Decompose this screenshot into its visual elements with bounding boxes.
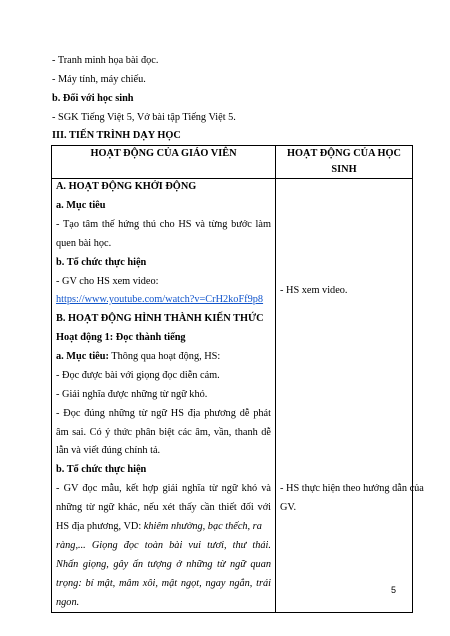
text-explain: - Giải nghĩa được những từ ngữ khó. — [56, 389, 208, 400]
text-video: - GV cho HS xem video: — [56, 276, 159, 287]
student-follow-guide-cont: GV. — [280, 502, 297, 513]
text-example-plain: HS địa phương, VD: — [56, 521, 144, 532]
text-example-italic: khiêm nhường, bạc thếch, ra — [143, 521, 262, 532]
heading-objective: a. Mục tiêu — [56, 200, 106, 211]
student-follow-guide: - HS thực hiện theo hướng dẫn của — [280, 483, 424, 494]
text-pronounce: - Đọc đúng những từ ngữ HS địa phương dễ phát — [56, 408, 271, 419]
teacher-cell — [52, 179, 276, 613]
table-row — [52, 179, 413, 613]
text-model-reading-cont: những từ ngữ khác, nếu xét thấy cần thiết đối với — [56, 502, 271, 513]
activity-table — [51, 145, 424, 613]
text-keywords-end: ngon. — [56, 597, 80, 608]
text-model-reading: - GV đọc mẫu, kết hợp giải nghĩa từ ngữ khó và — [56, 483, 271, 494]
text-tone: ràng,... Giọng đọc toàn bài vui tươi, thư thái. — [56, 540, 271, 551]
materials-item-illustration: - Tranh minh họa bài đọc. — [52, 55, 159, 66]
text-emphasis: Nhấn giọng, gây ấn tượng ở những từ ngữ quan — [56, 559, 271, 570]
text-read: - Đọc được bài với giọng đọc diễn cảm. — [56, 370, 220, 381]
text-objective: - Tạo tâm thế hứng thú cho HS và từng bước làm — [56, 219, 271, 230]
heading-activity-1: Hoạt động 1: Đọc thành tiếng — [56, 332, 186, 343]
video-link[interactable]: https://www.youtube.com/watch?v=CrH2koFf9p8 — [56, 294, 264, 305]
text-objective-2-rest: Thông qua hoạt động, HS: — [108, 351, 221, 362]
student-watch-video: - HS xem video. — [280, 285, 348, 296]
heading-organize-2: b. Tổ chức thực hiện — [56, 464, 147, 475]
text-pronounce-cont: âm sai. Có ý thức phân biệt các âm, vần, thanh dễ — [56, 427, 271, 438]
heading-knowledge: B. HOẠT ĐỘNG HÌNH THÀNH KIẾN THỨC — [56, 313, 264, 324]
section-heading-process: III. TIẾN TRÌNH DẠY HỌC — [52, 130, 181, 141]
label-objective-2: a. Mục tiêu: — [56, 351, 109, 362]
student-cell — [276, 179, 424, 613]
text-objective-cont: quen bài học. — [56, 238, 112, 249]
table-header-row — [52, 146, 413, 179]
header-teacher: HOẠT ĐỘNG CỦA GIÁO VIÊN — [52, 146, 276, 179]
heading-organize: b. Tổ chức thực hiện — [56, 257, 147, 268]
text-spelling: lẫn và viết đúng chính tả. — [56, 445, 161, 456]
students-heading: b. Đối với học sinh — [52, 93, 134, 104]
materials-item-computer: - Máy tính, máy chiếu. — [52, 74, 146, 85]
text-objective-2 — [56, 350, 271, 363]
text-keywords: trọng: bí mật, mâm xôi, mật ngọt, ngay ngắn, trái — [56, 578, 271, 589]
heading-warmup: A. HOẠT ĐỘNG KHỞI ĐỘNG — [56, 181, 197, 192]
page-number: 5 — [391, 585, 397, 595]
header-student: HOẠT ĐỘNG CỦA HỌC SINH — [276, 146, 413, 179]
students-item-books: - SGK Tiếng Việt 5, Vở bài tập Tiếng Việt 5. — [52, 112, 236, 123]
text-example — [56, 520, 271, 533]
